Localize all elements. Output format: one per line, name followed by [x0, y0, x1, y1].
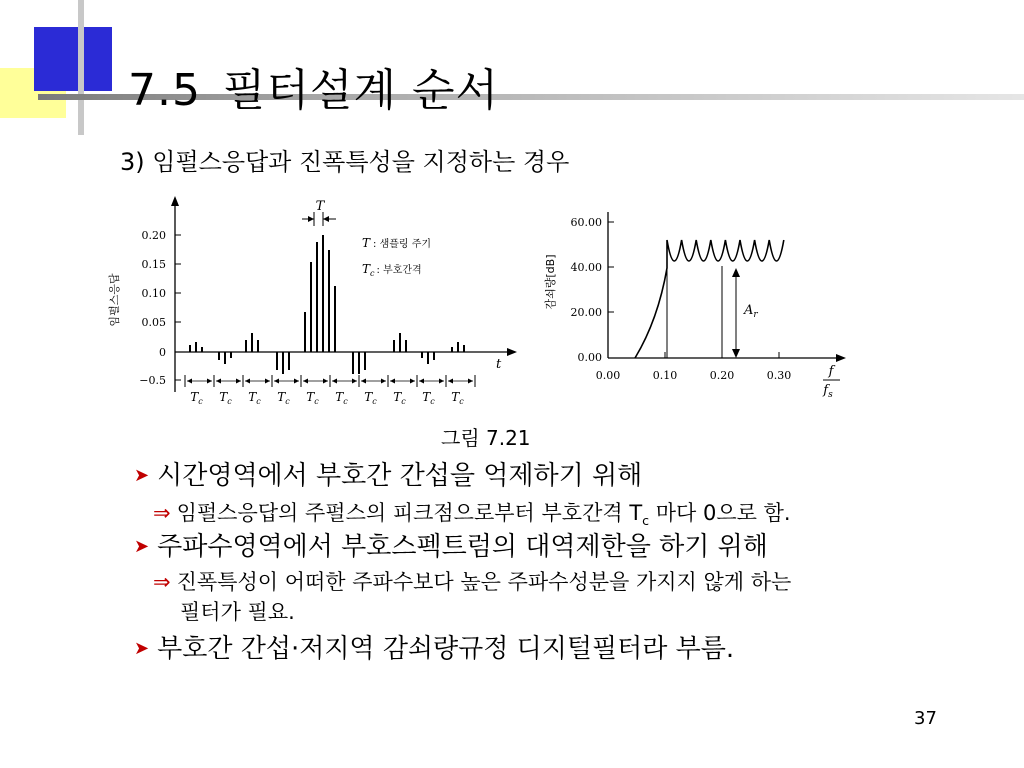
decor-vertical-bar [78, 0, 84, 135]
y-ticks [175, 235, 181, 380]
sub-point-text: 진폭특성이 어떠한 주파수보다 높은 주파수성분을 가지지 않게 하는 [176, 570, 792, 594]
y-ticks [608, 222, 614, 312]
legend-symbol-interval: $T_c$ $^{: 부호간격}$ [362, 262, 422, 278]
sub-point [153, 566, 791, 596]
interval-arrowhead [207, 379, 212, 384]
bullet-item [134, 526, 768, 563]
page-number: 37 [914, 708, 937, 729]
interval-label: $T_c$ [190, 390, 203, 406]
title-text: 필터설계 순서 [222, 65, 499, 116]
interval-arrowhead [381, 379, 386, 384]
x-tick-label: 0.10 [652, 369, 678, 382]
interval-arrowhead [187, 379, 192, 384]
interval-label: $T_c$ [335, 390, 348, 406]
x-axis-label-numerator: f [828, 364, 834, 379]
interval-arrowhead [294, 379, 299, 384]
interval-label: $T_c$ [364, 390, 377, 406]
interval-label: $T_c$ [451, 390, 464, 406]
attenuation-figure [540, 200, 860, 405]
y-tick-label: 20.00 [570, 306, 602, 319]
y-tick-label: 0 [159, 346, 166, 359]
x-tick-label: 0.30 [766, 369, 792, 382]
figure-caption: 그림 7.21 [441, 426, 531, 450]
interval-arrowhead [216, 379, 221, 384]
y-tick-label: −0.5 [139, 374, 166, 387]
slide-title [128, 54, 499, 118]
interval-label: $T_c$ [306, 390, 319, 406]
y-tick-label: 0.05 [141, 316, 166, 329]
y-tick-label: 0.10 [141, 287, 166, 300]
interval-label: $T_c$ [248, 390, 261, 406]
attenuation-curve [635, 240, 784, 358]
interval-arrowhead [245, 379, 250, 384]
period-marker [302, 212, 336, 226]
interval-label: $T_c$ [219, 390, 232, 406]
arrow-right-icon: ➤ [134, 638, 150, 659]
y-tick-label: 60.00 [570, 216, 602, 229]
x-axis-arrow [507, 348, 517, 356]
arrow-right-icon: ➤ [134, 465, 150, 486]
x-axis-label: t [496, 357, 502, 372]
section-subtitle: 3) 임펄스응답과 진폭특성을 지정하는 경우 [120, 148, 570, 176]
interval-label: $T_c$ [277, 390, 290, 406]
title-number: 7.5 [128, 65, 201, 116]
y-tick-label: 40.00 [570, 261, 602, 274]
x-axis-arrow [836, 354, 846, 362]
interval-arrowhead [410, 379, 415, 384]
interval-label: $T_c$ [422, 390, 435, 406]
interval-arrowhead [439, 379, 444, 384]
bullet-item [134, 455, 642, 492]
sub-point-text-end: 마다 0으로 함. [649, 501, 791, 525]
interval-arrowhead [236, 379, 241, 384]
attenuation-label: $A_r$ [744, 303, 758, 320]
interval-arrowhead [361, 379, 366, 384]
impulse-response-figure [100, 190, 520, 410]
interval-arrowhead [352, 379, 357, 384]
y-tick-label: 0.20 [141, 229, 166, 242]
y-tick-label: 0.15 [141, 258, 166, 271]
bullet-text: 주파수영역에서 부호스펙트럼의 대역제한을 하기 위해 [157, 532, 768, 562]
subscript-c: c [642, 513, 650, 529]
bullet-text: 부호간 간섭·저지역 감쇠량규정 디지털필터라 부름. [157, 634, 735, 664]
x-axis-label-denominator: $f_s$ [823, 383, 833, 400]
sub-point [153, 497, 791, 528]
x-tick-label: 0.20 [709, 369, 735, 382]
period-label: T [315, 199, 325, 214]
interval-arrowhead [332, 379, 337, 384]
interval-arrowhead [323, 379, 328, 384]
symbol-interval-markers [185, 375, 475, 406]
implies-arrow-icon: ⇒ [153, 570, 171, 594]
x-tick-label: 0.00 [595, 369, 621, 382]
interval-arrowhead [274, 379, 279, 384]
y-axis-label: 감쇠량[dB] [544, 254, 557, 310]
impulse-bars [190, 235, 464, 374]
y-axis-label: 임펄스응답 [108, 273, 121, 327]
interval-arrowhead [265, 379, 270, 384]
decor-blue-square [34, 27, 112, 91]
sub-point-text: 임펄스응답의 주펄스의 피크점으로부터 부호간격 T [176, 501, 643, 525]
interval-arrowhead [419, 379, 424, 384]
interval-arrowhead [468, 379, 473, 384]
implies-arrow-icon: ⇒ [153, 501, 171, 525]
bullet-item [134, 628, 734, 665]
arrow-right-icon: ➤ [134, 536, 150, 557]
y-tick-label: 0.00 [577, 351, 602, 364]
sub-point-continuation: 필터가 필요. [180, 600, 295, 624]
bullet-text: 시간영역에서 부호간 간섭을 억제하기 위해 [157, 461, 643, 491]
interval-arrowhead [448, 379, 453, 384]
y-axis-arrow [171, 196, 179, 206]
interval-arrowhead [390, 379, 395, 384]
interval-label: $T_c$ [393, 390, 406, 406]
legend-period: T : 샘플링 주기 [362, 236, 432, 250]
interval-arrowhead [303, 379, 308, 384]
